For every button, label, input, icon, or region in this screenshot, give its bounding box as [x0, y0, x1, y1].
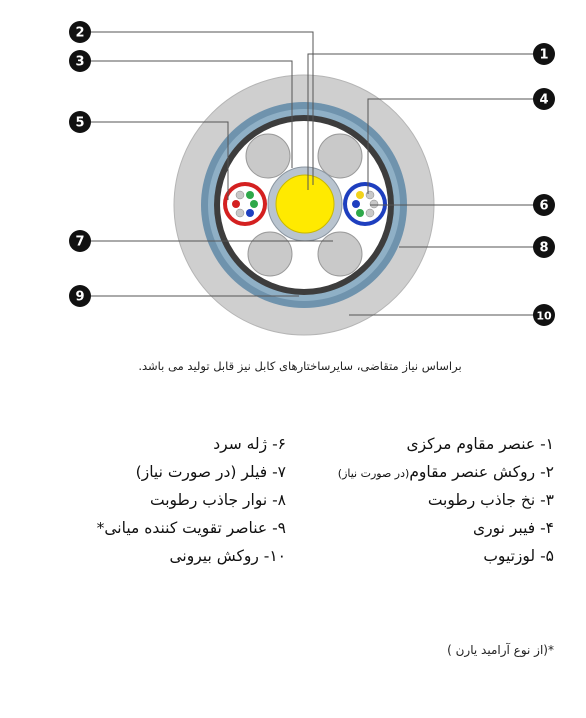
- legend-item-1: ۱- عنصر مقاوم مرکزی: [406, 435, 554, 453]
- label-badge-3: [69, 50, 91, 72]
- legend-item-2: [284, 458, 554, 486]
- legend-item-7: ۷- فیلر (در صورت نیاز): [135, 463, 286, 481]
- label-badge-2: [69, 21, 91, 43]
- label-badge-1: [533, 43, 555, 65]
- cable-cross-section-diagram: [0, 0, 586, 345]
- legend-item-2-suffix: (در صورت نیاز): [337, 467, 410, 480]
- legend-item-6: ۶- ژله سرد: [213, 435, 286, 453]
- diagram-caption: براساس نیاز متقاضی، سایرساختارهای کابل نیز قابل تولید می باشد.: [138, 359, 462, 373]
- svg-text:6: 6: [539, 198, 549, 214]
- legend-item-8: ۸- نوار جاذب رطوبت: [150, 491, 286, 509]
- svg-text:3: 3: [75, 54, 85, 70]
- legend-item-9: ۹- عناصر تقویت کننده میانی*: [96, 519, 286, 537]
- legend-item-10: ۱۰- روکش بیرونی: [169, 547, 286, 565]
- legend-column-left: [6, 430, 286, 570]
- label-badge-4: [533, 88, 555, 110]
- legend-item-3: ۳- نخ جاذب رطوبت: [427, 491, 554, 509]
- label-badge-6: [533, 194, 555, 216]
- legend-column-right: [284, 430, 554, 570]
- filler: [246, 134, 290, 178]
- central-strength-member: [276, 175, 334, 233]
- svg-text:4: 4: [539, 92, 549, 108]
- label-badge-7: [69, 230, 91, 252]
- label-badge-9: [69, 285, 91, 307]
- svg-text:5: 5: [75, 115, 85, 131]
- svg-text:2: 2: [75, 25, 85, 41]
- loose-tube-blue: [343, 182, 387, 226]
- svg-text:8: 8: [539, 240, 549, 256]
- footnote: *(از نوع آرامید یارن ): [447, 643, 554, 657]
- loose-tube-red: [223, 182, 267, 226]
- label-badge-10: [533, 304, 555, 326]
- label-badge-5: [69, 111, 91, 133]
- legend-item-4: ۴- فیبر نوری: [472, 519, 554, 537]
- label-badge-8: [533, 236, 555, 258]
- svg-text:9: 9: [75, 289, 85, 305]
- svg-text:7: 7: [75, 234, 85, 250]
- filler: [248, 232, 292, 276]
- legend-item-5: ۵- لوزتیوب: [483, 547, 554, 565]
- svg-text:10: 10: [536, 309, 552, 323]
- filler: [318, 232, 362, 276]
- legend-item-2-label: ۲- روکش عنصر مقاوم: [409, 463, 554, 481]
- filler: [318, 134, 362, 178]
- svg-text:1: 1: [539, 47, 549, 63]
